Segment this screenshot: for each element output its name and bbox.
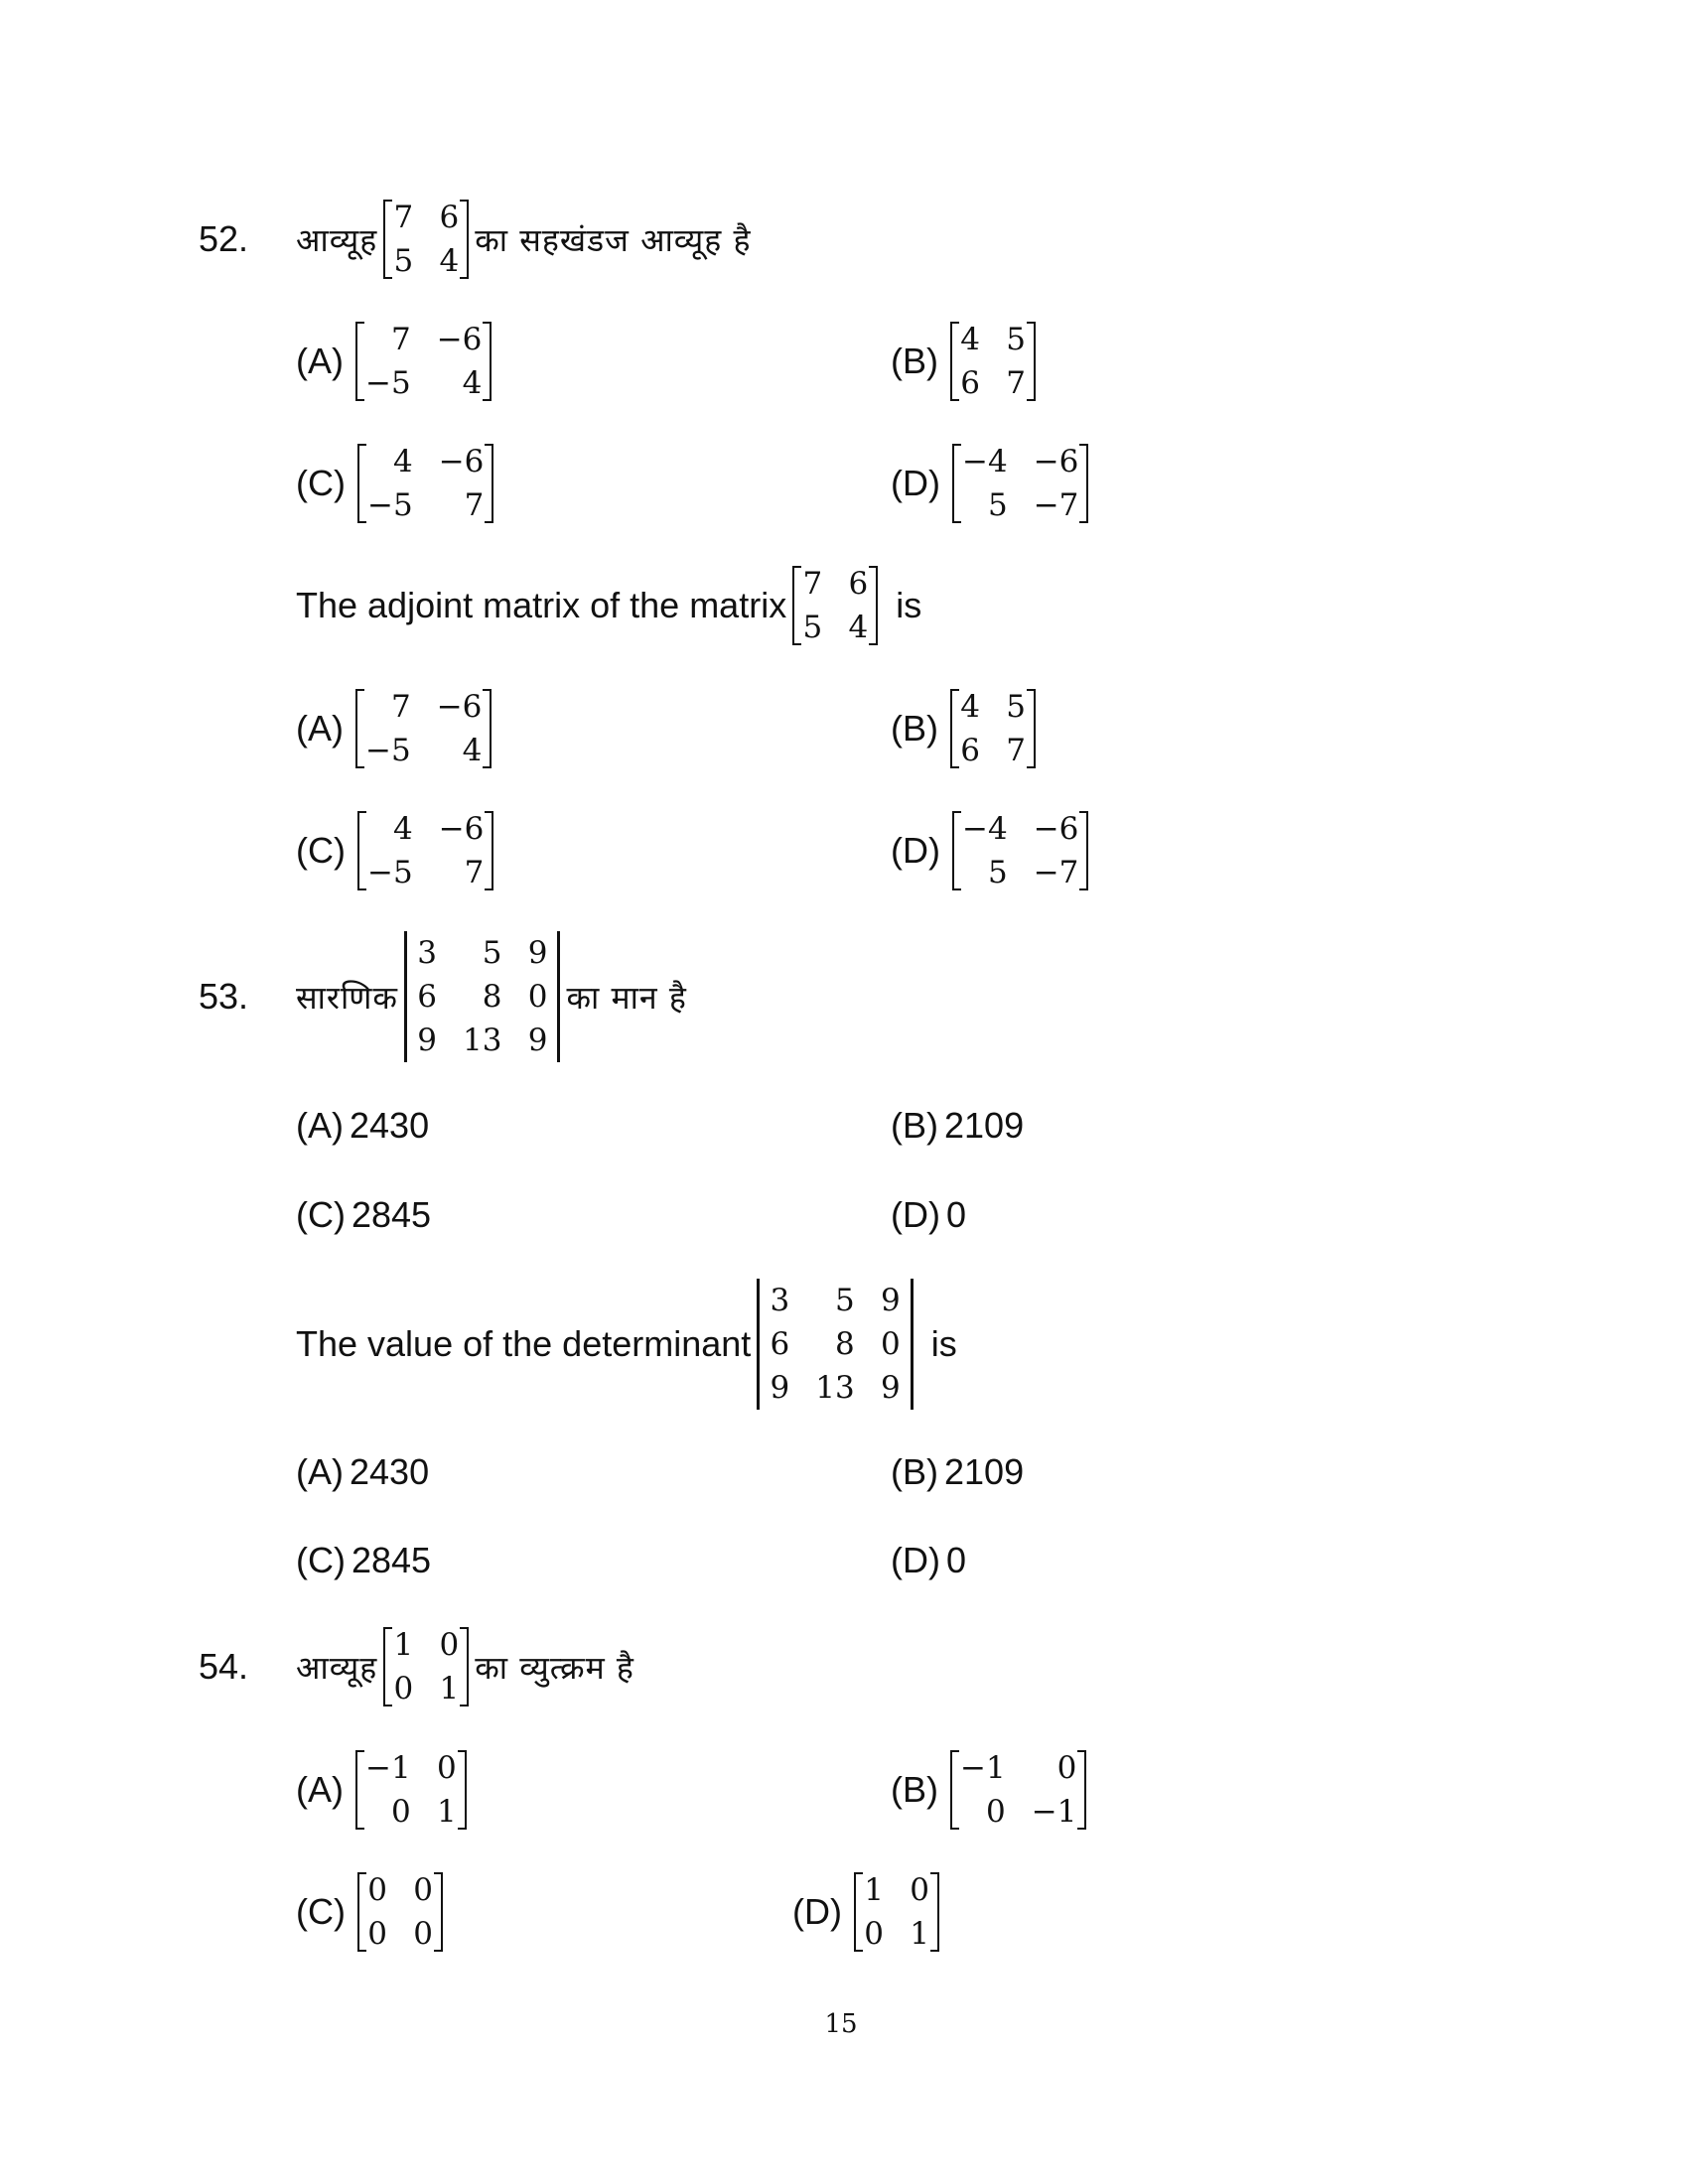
option-a[interactable] (296, 1451, 429, 1493)
matrix-cell: 6 (439, 200, 460, 235)
matrix-cell: 4 (960, 689, 980, 725)
option-label: (A) (296, 1451, 344, 1492)
question-prefix: आव्यूह (296, 220, 378, 259)
option-b[interactable] (891, 1105, 1024, 1147)
matrix-cell: 0 (864, 1916, 884, 1952)
matrix (357, 1868, 443, 1956)
determinant (757, 1279, 913, 1410)
question-53-hindi (296, 931, 687, 1062)
matrix-cell: −6 (438, 811, 485, 847)
option-c[interactable] (296, 1194, 431, 1236)
option-d[interactable] (891, 1194, 966, 1236)
matrix-cell: 5 (987, 487, 1008, 523)
matrix (854, 1868, 939, 1956)
matrix-cell: −5 (366, 855, 413, 890)
option-value: 0 (945, 1194, 967, 1235)
matrix-cell: 7 (1006, 733, 1026, 768)
question-54-hindi (296, 1623, 634, 1710)
matrix-cell: 8 (482, 979, 502, 1015)
matrix-cell: −1 (1031, 1794, 1077, 1830)
matrix (383, 196, 469, 283)
matrix-cell: 5 (835, 1283, 855, 1318)
option-label: (B) (891, 708, 938, 749)
option-b[interactable] (891, 685, 1042, 772)
option-label: (B) (891, 1105, 938, 1146)
matrix-cell: −6 (1033, 811, 1079, 847)
matrix-cell: 8 (835, 1326, 855, 1362)
matrix (952, 440, 1088, 527)
option-a[interactable] (296, 1746, 473, 1834)
option-a[interactable] (296, 685, 497, 772)
question-number: 54. (199, 1646, 249, 1687)
matrix-cell: 5 (1006, 322, 1026, 357)
matrix (355, 318, 492, 405)
matrix-cell: 0 (367, 1916, 387, 1952)
question-number: 53. (199, 976, 249, 1017)
matrix-cell: 6 (417, 979, 438, 1015)
matrix (355, 1746, 467, 1834)
matrix-cell: −1 (365, 1750, 411, 1786)
option-label: (A) (296, 708, 344, 749)
option-label: (C) (296, 1194, 346, 1235)
matrix-cell: −7 (1033, 487, 1079, 523)
option-label: (C) (296, 830, 346, 871)
matrix-cell: 6 (960, 365, 980, 401)
matrix-cell: −5 (365, 365, 411, 401)
question-prefix: आव्यूह (296, 1648, 378, 1687)
matrix (950, 1746, 1086, 1834)
matrix-cell: −6 (436, 322, 483, 357)
matrix-cell: 0 (985, 1794, 1006, 1830)
matrix-cell: 5 (987, 855, 1008, 890)
matrix (355, 685, 492, 772)
option-label: (D) (792, 1891, 842, 1932)
option-b[interactable] (891, 1746, 1092, 1834)
option-label: (C) (296, 463, 346, 503)
option-c[interactable] (296, 1868, 449, 1956)
matrix-cell: 0 (436, 1750, 457, 1786)
question-suffix: का सहखंडज आव्यूह है (475, 220, 752, 259)
matrix-cell: 7 (393, 200, 414, 235)
option-label: (D) (891, 1194, 940, 1235)
matrix-cell: 0 (910, 1872, 929, 1908)
matrix (952, 807, 1088, 894)
option-c[interactable] (296, 1540, 431, 1581)
question-number: 52. (199, 218, 249, 259)
matrix-cell: 4 (392, 444, 413, 479)
matrix-cell: 0 (367, 1872, 387, 1908)
matrix (792, 562, 878, 649)
option-value: 0 (945, 1540, 967, 1580)
matrix-cell: −4 (961, 811, 1008, 847)
matrix-cell: 7 (390, 322, 411, 357)
matrix-cell: 4 (462, 365, 483, 401)
matrix-cell: 0 (390, 1794, 411, 1830)
matrix-cell: 0 (527, 979, 548, 1015)
matrix (357, 807, 493, 894)
matrix-cell: 1 (439, 1671, 460, 1706)
matrix-cell: −1 (960, 1750, 1006, 1786)
matrix-cell: 5 (1006, 689, 1026, 725)
question-prefix: The value of the determinant (296, 1323, 752, 1364)
matrix-cell: −6 (436, 689, 483, 725)
matrix-cell: 4 (392, 811, 413, 847)
matrix-cell: 5 (802, 610, 823, 645)
matrix-cell: −6 (1033, 444, 1079, 479)
matrix-cell: 4 (960, 322, 980, 357)
question-52-hindi (296, 196, 751, 283)
option-value: 2845 (351, 1194, 432, 1235)
matrix-cell: 13 (815, 1370, 855, 1406)
option-label: (C) (296, 1891, 346, 1932)
option-label: (A) (296, 1769, 344, 1810)
option-d[interactable] (891, 1540, 966, 1581)
matrix-cell: 0 (1056, 1750, 1077, 1786)
matrix-cell: 7 (464, 487, 485, 523)
question-suffix: का व्युत्क्रम है (475, 1648, 634, 1687)
matrix-cell: 6 (770, 1326, 790, 1362)
question-52-english (296, 562, 921, 649)
matrix-cell: 13 (463, 1023, 502, 1058)
matrix-cell: 1 (864, 1872, 884, 1908)
matrix-cell: 7 (464, 855, 485, 890)
option-label: (B) (891, 1769, 938, 1810)
matrix-cell: 1 (436, 1794, 457, 1830)
matrix-cell: 6 (848, 566, 869, 602)
matrix-cell: 9 (417, 1023, 438, 1058)
matrix-cell: 7 (802, 566, 823, 602)
question-suffix: is (930, 1323, 957, 1364)
determinant (404, 931, 560, 1062)
matrix-cell: −4 (961, 444, 1008, 479)
matrix-cell: 0 (413, 1872, 433, 1908)
matrix-cell: 1 (393, 1627, 414, 1663)
option-value: 2845 (351, 1540, 432, 1580)
matrix-cell: 4 (439, 243, 460, 279)
matrix (383, 1623, 469, 1710)
option-a[interactable] (296, 318, 497, 405)
option-label: (A) (296, 1105, 344, 1146)
matrix-cell: 0 (393, 1671, 414, 1706)
matrix-cell: 3 (770, 1283, 790, 1318)
option-label: (B) (891, 1451, 938, 1492)
option-value: 2109 (944, 1105, 1025, 1146)
matrix-cell: 4 (848, 610, 869, 645)
option-label: (A) (296, 341, 344, 381)
question-prefix: The adjoint matrix of the matrix (296, 585, 787, 625)
matrix-cell: 1 (910, 1916, 929, 1952)
option-b[interactable] (891, 318, 1042, 405)
matrix-cell: 9 (881, 1283, 901, 1318)
option-label: (D) (891, 1540, 940, 1580)
matrix (950, 685, 1036, 772)
matrix-cell: 9 (527, 1023, 548, 1058)
option-label: (B) (891, 341, 938, 381)
matrix-cell: 7 (390, 689, 411, 725)
matrix (950, 318, 1036, 405)
option-label: (C) (296, 1540, 346, 1580)
question-prefix: सारणिक (296, 978, 399, 1017)
option-c[interactable] (296, 440, 499, 527)
option-label: (D) (891, 830, 940, 871)
matrix-cell: 6 (960, 733, 980, 768)
matrix-cell: 3 (417, 935, 438, 971)
option-c[interactable] (296, 807, 499, 894)
matrix-cell: 7 (1006, 365, 1026, 401)
option-d[interactable] (792, 1868, 945, 1956)
matrix-cell: 5 (393, 243, 414, 279)
question-53-english (296, 1279, 957, 1410)
matrix-cell: −7 (1033, 855, 1079, 890)
matrix-cell: −5 (366, 487, 413, 523)
matrix (357, 440, 493, 527)
question-suffix: is (896, 585, 922, 625)
matrix-cell: 0 (413, 1916, 433, 1952)
option-d[interactable] (891, 440, 1094, 527)
page-number: 15 (824, 2009, 858, 2039)
matrix-cell: 0 (881, 1326, 901, 1362)
matrix-cell: 0 (439, 1627, 460, 1663)
option-value: 2109 (944, 1451, 1025, 1492)
matrix-cell: 9 (770, 1370, 790, 1406)
matrix-cell: −6 (438, 444, 485, 479)
matrix-cell: 5 (482, 935, 502, 971)
question-suffix: का मान है (566, 978, 687, 1017)
option-b[interactable] (891, 1451, 1024, 1493)
matrix-cell: 4 (462, 733, 483, 768)
option-a[interactable] (296, 1105, 429, 1147)
matrix-cell: −5 (365, 733, 411, 768)
matrix-cell: 9 (881, 1370, 901, 1406)
option-value: 2430 (350, 1451, 430, 1492)
option-label: (D) (891, 463, 940, 503)
option-value: 2430 (350, 1105, 430, 1146)
matrix-cell: 9 (527, 935, 548, 971)
option-d[interactable] (891, 807, 1094, 894)
